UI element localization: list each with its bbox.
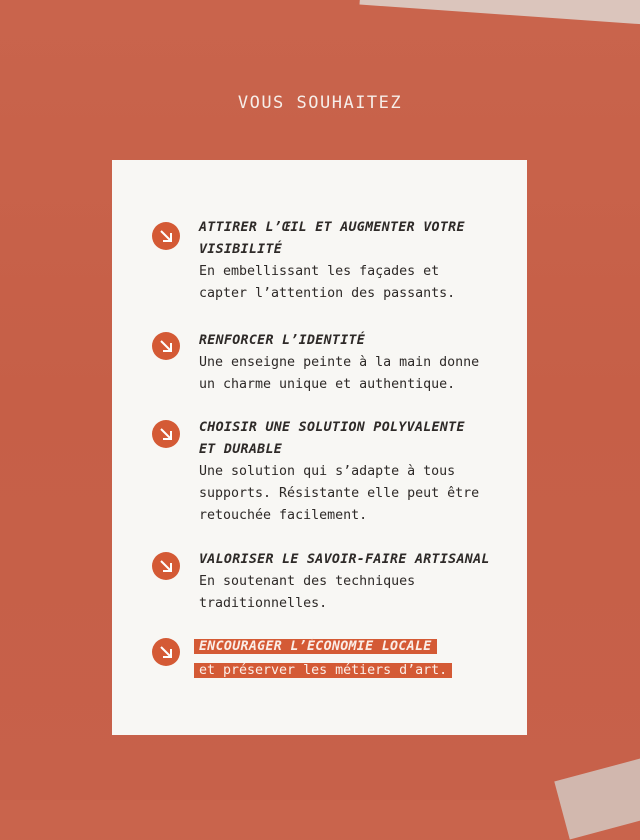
wall-decoration <box>359 0 640 25</box>
benefit-text: traditionnelles. <box>199 596 328 611</box>
benefit-heading: VISIBILITÉ <box>199 242 283 257</box>
arrow-down-right-icon <box>152 222 180 250</box>
arrow-down-right-icon <box>152 638 180 666</box>
benefits-card <box>112 160 527 735</box>
benefit-text: et préserver les métiers d’art. <box>194 663 452 678</box>
benefit-heading: CHOISIR UNE SOLUTION POLYVALENTE <box>199 420 465 435</box>
benefit-text: supports. Résistante elle peut être <box>199 486 480 501</box>
benefit-heading: ET DURABLE <box>199 442 283 457</box>
arrow-down-right-icon <box>152 420 180 448</box>
benefit-text: En embellissant les façades et <box>199 264 440 279</box>
benefit-text: Une solution qui s’adapte à tous <box>199 464 456 479</box>
benefit-text: retouchée facilement. <box>199 508 368 523</box>
benefit-text: capter l’attention des passants. <box>199 286 456 301</box>
benefit-heading: ENCOURAGER L’ÉCONOMIE LOCALE <box>194 639 437 654</box>
benefit-text: un charme unique et authentique. <box>199 377 456 392</box>
wall-decoration <box>554 750 640 839</box>
page-title: VOUS SOUHAITEZ <box>237 93 403 113</box>
benefit-text: Une enseigne peinte à la main donne <box>199 355 480 370</box>
benefit-heading: VALORISER LE SAVOIR-FAIRE ARTISANAL <box>199 552 490 567</box>
arrow-down-right-icon <box>152 332 180 360</box>
benefit-text: En soutenant des techniques <box>199 574 416 589</box>
benefit-heading: RENFORCER L’IDENTITÉ <box>199 333 366 348</box>
arrow-down-right-icon <box>152 552 180 580</box>
benefit-heading: ATTIRER L’ŒIL ET AUGMENTER VOTRE <box>199 220 465 235</box>
